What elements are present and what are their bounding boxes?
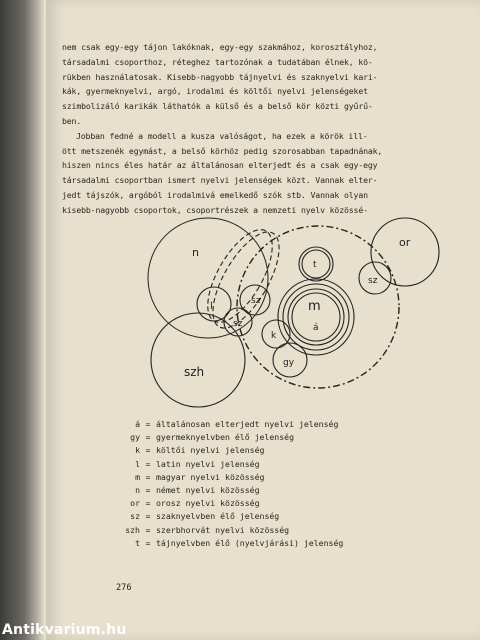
watermark: Antikvarium.hu — [2, 622, 127, 638]
label-sz-inner: sz — [233, 319, 243, 329]
legend-description: tájnyelvben élő (nyelvjárási) jelenség — [156, 537, 344, 548]
text-line: hiszen nincs éles határ az általánosan elterjedt és a csak egy-egy — [62, 160, 378, 171]
legend-symbol: k — [135, 445, 140, 456]
legend-item — [112, 418, 343, 431]
legend-item — [112, 537, 343, 550]
diagram-legend — [112, 418, 343, 550]
label-sz-right: sz — [368, 276, 378, 286]
label-gy: gy — [283, 358, 295, 368]
text-line: társadalmi csoportban ismert nyelvi jelenségek közt. Vannak elter- — [62, 175, 378, 186]
text-line: szimbolizáló karikák láthatók a külső és a belső kör közti gyűrű- — [62, 101, 373, 112]
legend-item — [112, 497, 343, 510]
label-or: or — [399, 236, 411, 249]
text-line: jedt tájszók, argóból irodalmivá emelkedő szók stb. Vannak olyan — [62, 189, 368, 200]
body-text — [62, 40, 412, 218]
label-m: m — [308, 299, 321, 314]
label-l: l — [210, 301, 213, 312]
language-community-diagram — [140, 210, 450, 410]
legend-symbol: n — [135, 485, 140, 496]
legend-symbol: or — [130, 498, 140, 509]
label-n: n — [192, 246, 199, 259]
paragraph-2 — [62, 129, 412, 218]
legend-item — [112, 444, 343, 457]
label-t: t — [313, 260, 317, 270]
legend-equals: = — [145, 432, 151, 443]
label-sz-left: sz — [251, 296, 261, 306]
legend-equals: = — [145, 419, 151, 429]
legend-description: általánosan elterjedt nyelvi jelenség — [156, 419, 339, 429]
text-line: ött metszenék egymást, a belső körhöz pedig szorosabban tapadnának, — [62, 145, 383, 156]
circle-m-ring3 — [288, 289, 344, 345]
legend-equals: = — [145, 498, 151, 509]
legend-description: szerbhorvát nyelvi közösség — [156, 524, 290, 535]
label-a: á — [313, 323, 319, 333]
legend-equals: = — [145, 445, 151, 456]
dashed-ellipse-1 — [195, 220, 285, 332]
paragraph-1 — [62, 40, 412, 129]
legend-description: szaknyelvben élő jelenség — [156, 511, 280, 522]
legend-item — [112, 458, 343, 471]
legend-description: költői nyelvi jelenség — [156, 445, 265, 456]
legend-equals: = — [145, 511, 151, 522]
page-number: 276 — [116, 583, 132, 593]
label-szh: szh — [184, 365, 205, 379]
legend-symbol: t — [135, 537, 140, 548]
legend-description: latin nyelvi jelenség — [156, 458, 260, 469]
text-line: rükben használatosak. Kisebb-nagyobb tájnyelvi és szaknyelvi kari- — [62, 71, 378, 82]
legend-equals: = — [145, 471, 151, 482]
text-line: ben. — [62, 115, 82, 126]
circle-m-ring1 — [278, 279, 354, 355]
legend-symbol: l — [135, 458, 140, 469]
legend-item — [112, 524, 343, 537]
label-k: k — [271, 331, 277, 341]
text-line: társadalmi csoporthoz, réteghez tartozónak a tudatában élnek, kö- — [62, 56, 373, 67]
legend-item — [112, 484, 343, 497]
text-line: kisebb-nagyobb csoportok, csoportrészek a nemzeti nyelv közössé- — [62, 204, 368, 215]
legend-item — [112, 510, 343, 523]
legend-symbol: sz — [130, 511, 140, 522]
legend-symbol: szh — [125, 524, 140, 535]
legend-symbol: m — [135, 471, 140, 482]
text-line: kák, gyermeknyelvi, argó, irodalmi és költői nyelvi jelenségeket — [62, 86, 368, 97]
legend-item — [112, 431, 343, 444]
text-line: nem csak egy-egy tájon lakóknak, egy-egy szakmához, korosztályhoz, — [62, 42, 378, 52]
legend-symbol: á — [135, 419, 140, 429]
legend-equals: = — [145, 485, 151, 496]
legend-symbol: gy — [130, 432, 140, 443]
legend-equals: = — [145, 537, 151, 548]
legend-description: német nyelvi közösség — [156, 485, 260, 496]
legend-description: magyar nyelvi közösség — [156, 471, 265, 482]
legend-description: orosz nyelvi közösség — [156, 498, 260, 509]
circle-or — [371, 218, 439, 286]
legend-equals: = — [145, 458, 151, 469]
legend-description: gyermeknyelvben élő jelenség — [156, 432, 295, 443]
legend-item — [112, 471, 343, 484]
circle-m-ring2 — [283, 284, 349, 350]
text-line: Jobban fedné a modell a kusza valóságot, ha ezek a körök ill- — [76, 130, 368, 141]
legend-equals: = — [145, 524, 151, 535]
